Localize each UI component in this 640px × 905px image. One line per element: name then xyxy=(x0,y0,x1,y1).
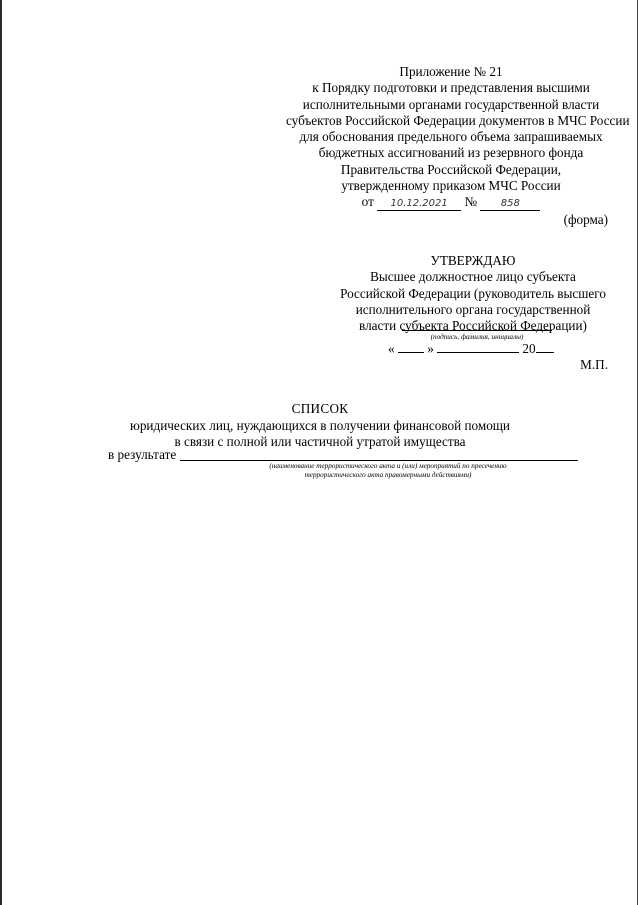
scan-right-edge xyxy=(637,0,638,905)
approve-line: власти субъекта Российской Федерации) xyxy=(359,318,587,334)
result-caption-line: террористического акта правомерными действиями) xyxy=(304,471,472,479)
stamp-label: М.П. xyxy=(580,357,608,372)
year-blank xyxy=(536,341,554,353)
result-label: в результате xyxy=(108,447,177,462)
appendix-header xyxy=(286,64,630,211)
handwritten-number: 858 xyxy=(480,198,540,211)
order-date-number xyxy=(286,194,616,211)
form-label: (форма) xyxy=(563,212,608,227)
approval-date-line xyxy=(388,341,554,357)
year-prefix: 20 xyxy=(522,341,536,356)
date-open-quote: « xyxy=(388,341,395,356)
result-fill-line xyxy=(180,460,578,461)
appendix-line: для обоснования предельного объема запрашиваемых xyxy=(299,129,603,145)
approve-heading: УТВЕРЖДАЮ xyxy=(430,253,516,268)
scan-left-edge xyxy=(0,0,2,905)
appendix-line: исполнительными органами государственной власти xyxy=(302,96,600,112)
from-label: от xyxy=(361,194,374,210)
date-close-quote: » xyxy=(427,341,434,356)
day-blank xyxy=(398,341,424,353)
handwritten-date: 10.12.2021 xyxy=(377,198,461,211)
appendix-line: субъектов Российской Федерации документов в МЧС России xyxy=(286,112,630,128)
appendix-line: к Порядку подготовки и представления высшими xyxy=(312,80,590,96)
list-subtitle xyxy=(100,418,540,451)
appendix-line: Правительства Российской Федерации, xyxy=(340,161,562,177)
signature-caption: (подпись, фамилия, инициалы) xyxy=(430,333,524,341)
approve-line: Российской Федерации (руководитель высшего xyxy=(340,285,606,301)
approval-block xyxy=(333,253,613,334)
result-caption xyxy=(188,462,588,480)
appendix-title: Приложение № 21 xyxy=(399,64,503,79)
month-blank xyxy=(437,341,519,353)
number-label: № xyxy=(464,194,478,210)
list-subtitle-line: юридических лиц, нуждающихся в получении финансовой помощи xyxy=(129,418,510,433)
approve-line: исполнительного органа государственной xyxy=(355,301,591,317)
appendix-line: утвержденному приказом МЧС России xyxy=(341,178,561,194)
approve-line: Высшее должностное лицо субъекта xyxy=(370,269,576,285)
signature-line xyxy=(402,330,552,331)
appendix-line: бюджетных ассигнований из резервного фонда xyxy=(318,145,584,161)
list-subtitle-line: в связи с полной или частичной утратой имущества xyxy=(174,434,466,450)
result-caption-line: (наименование террористического акта и (или) мероприятий по пресечению xyxy=(269,462,507,470)
list-title: СПИСОК xyxy=(291,401,349,416)
